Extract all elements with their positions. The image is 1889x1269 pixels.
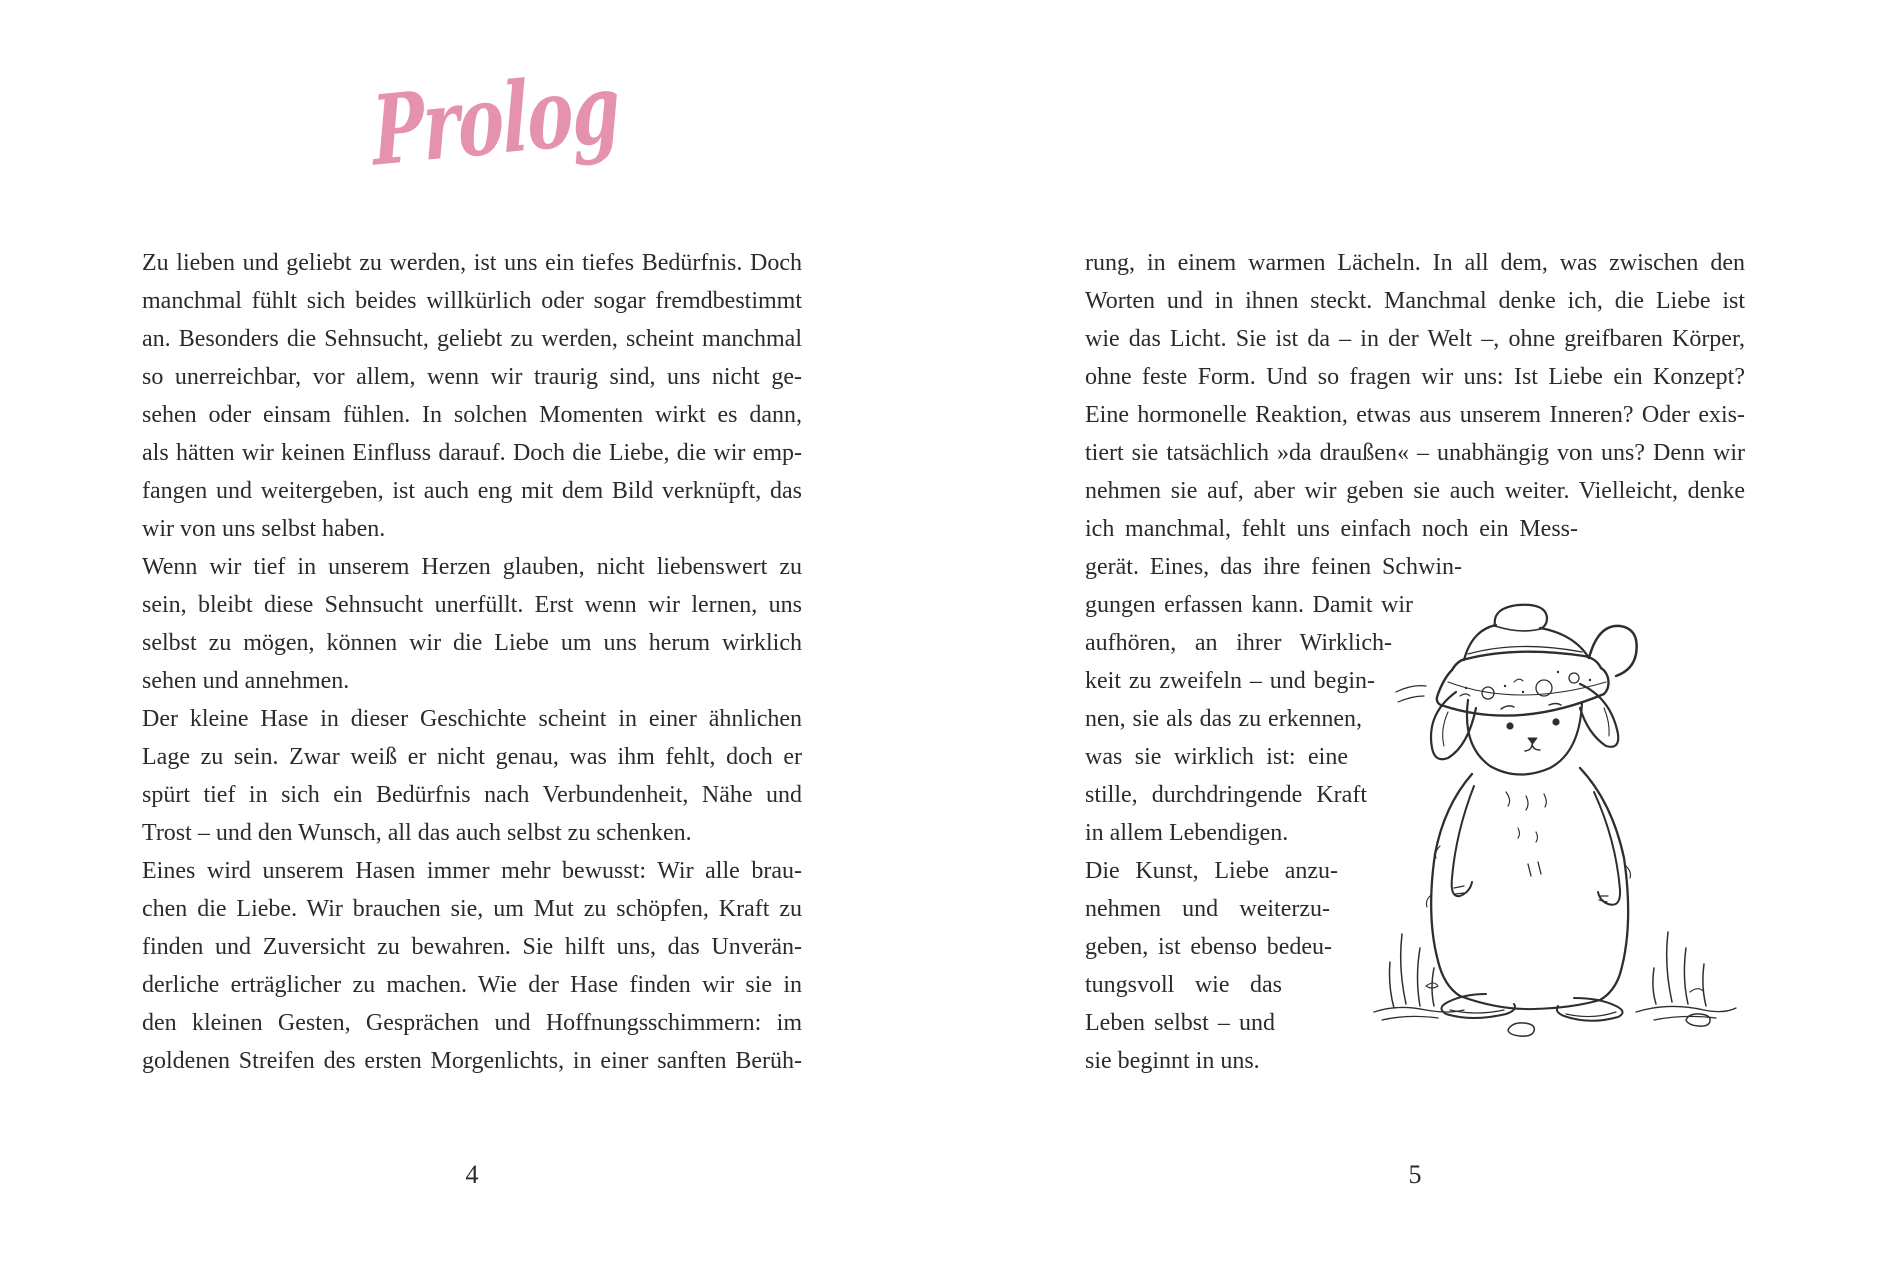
text-line: so unerreichbar, vor allem, wenn wir traurig sind, uns nicht ge- (142, 364, 802, 390)
hat-pompom (1589, 626, 1637, 676)
right-foot (1557, 998, 1623, 1021)
text-line: Trost – und den Wunsch, all das auch selbst zu schenken. (142, 820, 692, 846)
text-line: sehen und annehmen. (142, 668, 350, 694)
text-line: sehen oder einsam fühlen. In solchen Momenten wirkt es dann, (142, 402, 802, 428)
text-line: aufhören, an ihrer Wirklich- (1085, 630, 1392, 656)
text-line: keit zu zweifeln – und begin- (1085, 668, 1375, 694)
text-line: stille, durchdringende Kraft (1085, 782, 1367, 808)
chapter-title: Prolog (369, 51, 622, 188)
text-line: Eines wird unserem Hasen immer mehr bewusst: Wir alle brau- (142, 858, 802, 884)
text-line: sein, bleibt diese Sehnsucht unerfüllt. Erst wenn wir lernen, uns (142, 592, 802, 618)
head (1467, 700, 1582, 775)
text-line: spürt tief in sich ein Bedürfnis nach Verbundenheit, Nähe und (142, 782, 802, 808)
text-line: rung, in einem warmen Lächeln. In all dem, was zwischen den (1085, 250, 1745, 276)
text-line: finden und Zuversicht zu bewahren. Sie hilft uns, das Unverän- (142, 934, 802, 960)
text-line: goldenen Streifen des ersten Morgenlichts, in einer sanften Berüh- (142, 1048, 802, 1074)
grass-left (1390, 934, 1435, 1008)
text-line: geben, ist ebenso bedeu- (1085, 934, 1332, 960)
text-line: nen, sie als das zu erkennen, (1085, 706, 1362, 732)
right-eye (1552, 718, 1559, 725)
left-foot (1441, 994, 1515, 1018)
text-line: gerät. Eines, das ihre feinen Schwin- (1085, 554, 1462, 580)
stone (1508, 1023, 1534, 1036)
text-line: Der kleine Hase in dieser Geschichte scheint in einer ähnlichen (142, 706, 802, 732)
left-page-text-column (142, 244, 802, 1080)
text-line: manchmal fühlt sich beides willkürlich oder sogar fremdbestimmt (142, 288, 802, 314)
page-number-right: 5 (1408, 1160, 1422, 1189)
text-line: als hätten wir keinen Einfluss darauf. Doch die Liebe, die wir emp- (142, 440, 802, 466)
text-line: nehmen und weiterzu- (1085, 896, 1330, 922)
text-line: selbst zu mögen, können wir die Liebe um uns herum wirklich (142, 630, 802, 656)
text-line: Worten und in ihnen steckt. Manchmal denke ich, die Liebe ist (1085, 288, 1745, 314)
text-line: ohne feste Form. Und so fragen wir uns: Ist Liebe ein Konzept? (1085, 364, 1745, 390)
text-line: tiert sie tatsächlich »da draußen« – unabhängig von uns? Denn wir (1085, 440, 1745, 466)
text-line: derliche erträglicher zu machen. Wie der Hase finden wir sie in (142, 972, 802, 998)
text-line: an. Besonders die Sehnsucht, geliebt zu werden, scheint manchmal (142, 326, 802, 352)
text-line: Wenn wir tief in unserem Herzen glauben, nicht liebenswert zu (142, 554, 802, 580)
rabbit-illustration (1368, 596, 1746, 1046)
text-line: wie das Licht. Sie ist da – in der Welt –, ohne greifbaren Körper, (1085, 326, 1745, 352)
text-line: was sie wirklich ist: eine (1085, 744, 1348, 770)
text-line: Eine hormonelle Reaktion, etwas aus unserem Inneren? Oder exis- (1085, 402, 1745, 428)
text-line: sie beginnt in uns. (1085, 1048, 1260, 1074)
text-line: wir von uns selbst haben. (142, 516, 386, 542)
stone (1686, 1014, 1710, 1026)
text-line: gungen erfassen kann. Damit wir (1085, 592, 1413, 618)
text-line: ich manchmal, fehlt uns einfach noch ein Mess- (1085, 516, 1578, 542)
text-line: Lage zu sein. Zwar weiß er nicht genau, was ihm fehlt, doch er (142, 744, 802, 770)
text-line: Leben selbst – und (1085, 1010, 1275, 1036)
text-line: den kleinen Gesten, Gesprächen und Hoffnungsschimmern: im (142, 1010, 802, 1036)
page-number-left: 4 (465, 1160, 479, 1189)
right-ear (1580, 684, 1618, 747)
text-line: fangen und weitergeben, ist auch eng mit dem Bild verknüpft, das (142, 478, 802, 504)
grass-right (1653, 932, 1706, 1006)
text-line: chen die Liebe. Wir brauchen sie, um Mut zu schöpfen, Kraft zu (142, 896, 802, 922)
text-line: Die Kunst, Liebe anzu- (1085, 858, 1338, 884)
text-line: Zu lieben und geliebt zu werden, ist uns ein tiefes Bedürfnis. Doch (142, 250, 802, 276)
text-line: in allem Lebendigen. (1085, 820, 1289, 846)
text-line: nehmen sie auf, aber wir geben sie auch weiter. Vielleicht, denke (1085, 478, 1745, 504)
left-eye (1506, 722, 1513, 729)
text-line: tungsvoll wie das (1085, 972, 1282, 998)
nose (1528, 738, 1537, 744)
